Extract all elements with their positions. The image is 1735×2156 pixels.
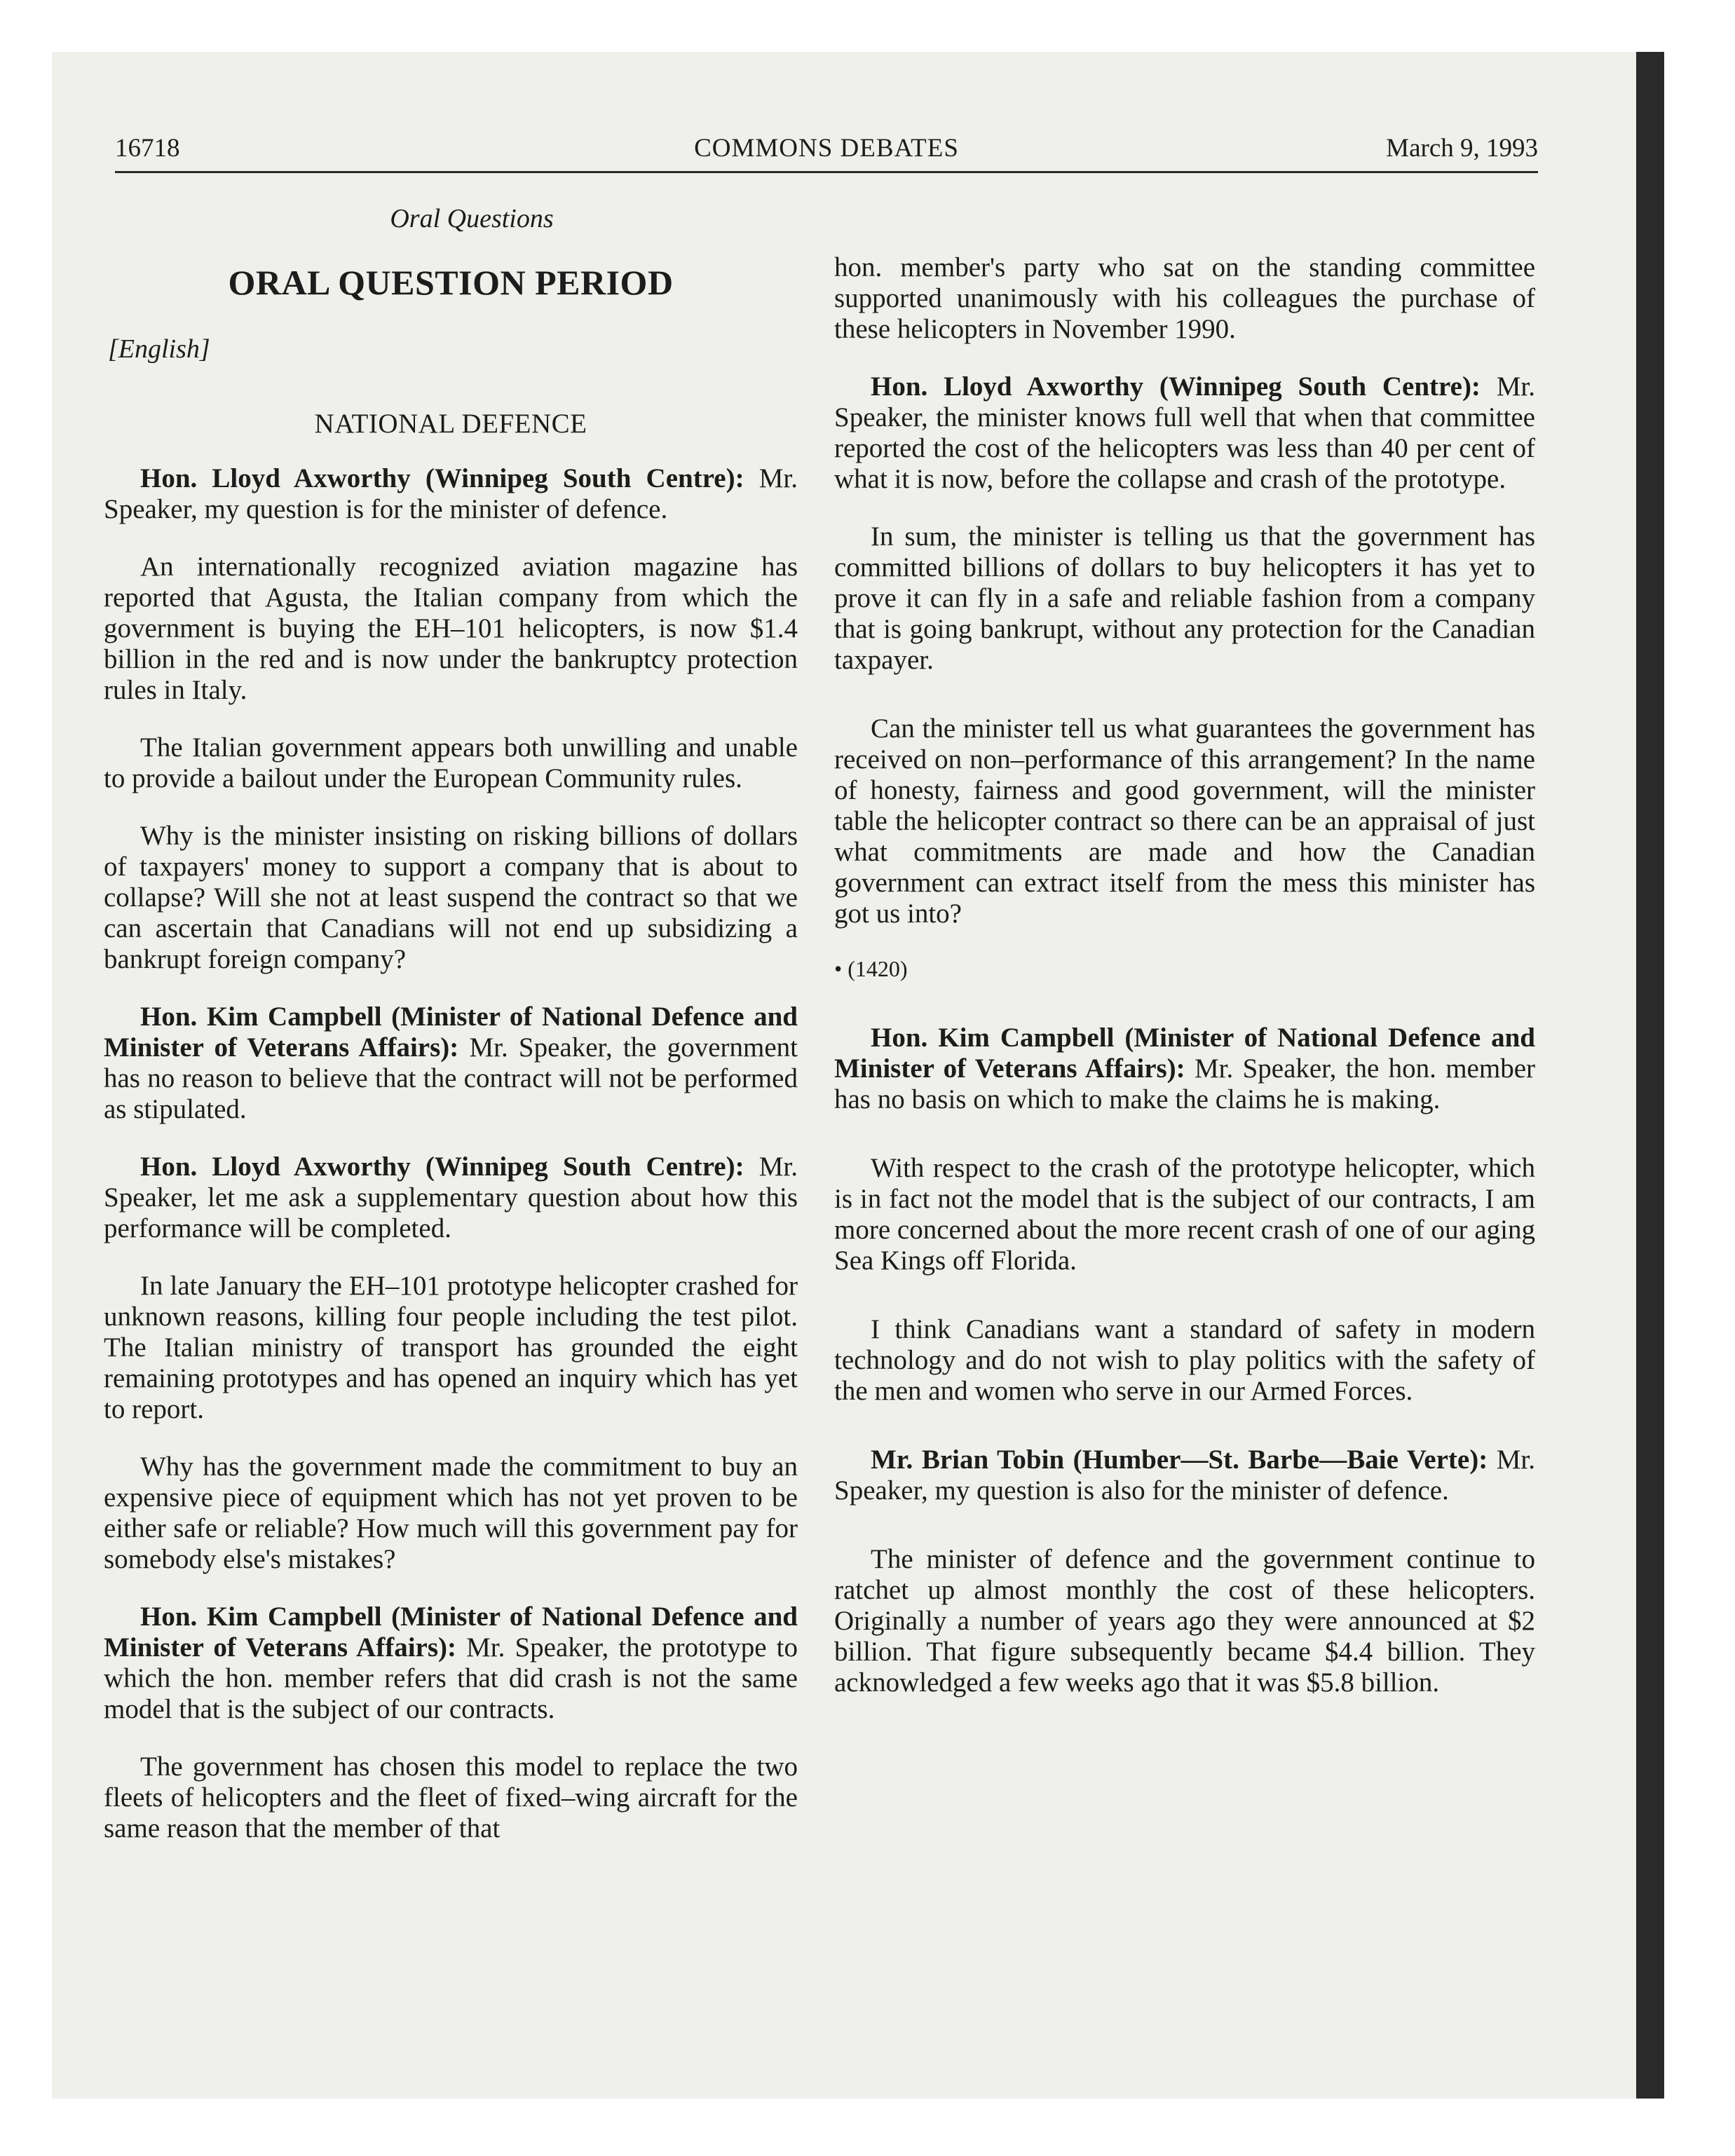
paragraph [834,1023,1535,1115]
paragraph [104,1602,798,1725]
speaker-name: Hon. Kim Campbell (Minister of National Defence and Minister of Veterans Affairs): [834,1023,1535,1084]
paragraph [104,732,798,794]
paragraph [834,252,1535,345]
time-marker: • (1420) [834,956,908,981]
paragraph-text: Why is the minister insisting on risking billions of dollars of taxpayers' money to support a company that is about to collapse? Will she not at least suspend the contract so that we can ascertain that Canadians will not end up subsidizing a bankrupt foreign company? [104,821,798,974]
paragraph-text: An internationally recognized aviation magazine has reported that Agusta, the Italian company from which the government is buying the EH–101 helicopters, is now $1.4 billion in the red and is now under the bankruptcy protection rules in Italy. [104,552,798,705]
paragraph [104,1452,798,1575]
paragraph [834,1314,1535,1407]
paragraph [834,371,1535,495]
paragraph [834,521,1535,676]
paragraph [834,1445,1535,1506]
speaker-name: Mr. Brian Tobin (Humber—St. Barbe—Baie Verte): [871,1445,1488,1475]
paragraph-text: In sum, the minister is telling us that the government has committed billions of dollars to buy helicopters it has yet to prove it can fly in a safe and reliable fashion from a company that is going bankrupt, without any protection for the Canadian taxpayer. [834,521,1535,675]
language-tag: [English] [108,334,210,364]
section-title: ORAL QUESTION PERIOD [228,263,674,302]
paragraph [834,1153,1535,1276]
paragraph [104,463,798,525]
paragraph [104,1002,798,1125]
paragraph-text: hon. member's party who sat on the standing committee supported unanimously with his colleagues the purchase of these helicopters in November 1990. [834,252,1535,344]
paragraph-text: Mr. Speaker, let me ask a supplementary question about how this performance will be completed. [104,1152,798,1243]
paragraph [834,1544,1535,1698]
paragraph-text: Mr. Speaker, the minister knows full well that when that committee reported the cost of the helicopters was less than 40 per cent of what it is now, before the collapse and crash of the prototype. [834,371,1535,494]
paragraph [834,714,1535,929]
page-header [115,130,1538,173]
right-paragraphs [834,252,1535,929]
right-column [834,252,1535,1725]
subsection-title: NATIONAL DEFENCE [314,409,587,439]
paragraph-text: I think Canadians want a standard of safety in modern technology and do not wish to play politics with the safety of the men and women who serve in our Armed Forces. [834,1314,1535,1406]
paragraph [104,821,798,975]
speaker-name: Hon. Kim Campbell (Minister of National Defence and Minister of Veterans Affairs): [104,1002,798,1063]
paragraph-text: In late January the EH–101 prototype helicopter crashed for unknown reasons, killing four people including the test pilot. The Italian ministry of transport has grounded the eight remaining prototypes and has opened an inquiry which has yet to report. [104,1271,798,1424]
paragraph-text: Mr. Speaker, my question is for the minister of defence. [104,463,798,524]
paragraph-text: Why has the government made the commitment to buy an expensive piece of equipment which has not yet proven to be either safe or reliable? How much will this government pay for somebody else's mistakes? [104,1452,798,1574]
publication-title: COMMONS DEBATES [694,134,959,163]
paragraph-text: Mr. Speaker, the hon. member has no basis on which to make the claims he is making. [834,1053,1535,1114]
speaker-name: Hon. Lloyd Axworthy (Winnipeg South Centre): [871,371,1481,402]
paragraph-text: Mr. Speaker, my question is also for the minister of defence. [834,1445,1535,1506]
paragraph-text: Mr. Speaker, the government has no reason to believe that the contract will not be performed as stipulated. [104,1032,798,1124]
paragraph-text: The Italian government appears both unwilling and unable to provide a bailout under the European Community rules. [104,732,798,793]
paragraph-text: Can the minister tell us what guarantees the government has received on non–performance of this arrangement? In the name of honesty, fairness and good government, will the minister table the helicopter contract so there can be an appraisal of just what commitments are made and how the Canadian government can extract itself from the mess this minister has got us into? [834,714,1535,929]
left-paragraphs [104,463,798,1844]
paragraph [104,1752,798,1844]
paragraph [104,552,798,706]
speaker-name: Hon. Kim Campbell (Minister of National Defence and Minister of Veterans Affairs): [104,1602,798,1663]
paragraph-text: The minister of defence and the government continue to ratchet up almost monthly the cost of these helicopters. Originally a number of years ago they were announced at $2 billion. That figure subsequently became $4.4 billion. They acknowledged a few weeks ago that it was $5.8 billion. [834,1544,1535,1698]
speaker-name: Hon. Lloyd Axworthy (Winnipeg South Centre): [140,463,744,493]
left-column [104,196,798,1871]
paragraph-text: The government has chosen this model to replace the two fleets of helicopters and the fleet of fixed–wing aircraft for the same reason that the member of that [104,1752,798,1843]
paragraph [104,1271,798,1425]
paragraph-text: Mr. Speaker, the prototype to which the hon. member refers that did crash is not the same model that is the subject of our contracts. [104,1632,798,1724]
page-number: 16718 [115,134,180,163]
paragraph-text: With respect to the crash of the prototype helicopter, which is in fact not the model that is the subject of our contracts, I am more concerned about the more recent crash of one of our aging Sea Kings off Florida. [834,1153,1535,1276]
running-head: Oral Questions [390,204,554,233]
publication-date: March 9, 1993 [1386,134,1538,163]
speaker-name: Hon. Lloyd Axworthy (Winnipeg South Centre): [140,1152,744,1182]
paragraph [104,1152,798,1244]
scan-edge-shadow [1636,52,1664,2099]
right-paragraphs-after [834,1023,1535,1698]
